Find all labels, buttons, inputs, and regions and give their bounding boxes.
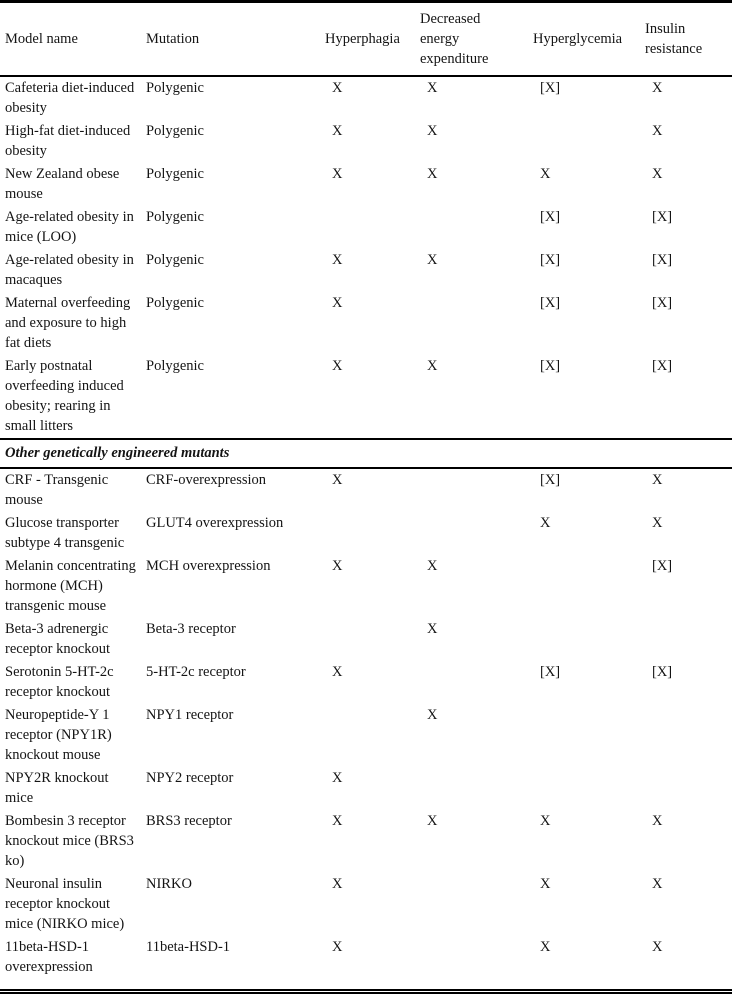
mark-cell-insulin-resistance: X <box>652 80 663 96</box>
mark-cell-hyperglycemia <box>528 555 640 618</box>
mutation-cell: CRF-overexpression <box>146 472 267 488</box>
mark-cell-insulin-resistance: [X] <box>652 209 673 225</box>
column-header-model-name: Model name <box>0 2 141 77</box>
section-header: Other genetically engineered mutants <box>0 439 732 468</box>
mark-cell-decreased-energy-expenditure <box>415 512 528 555</box>
mark-cell-decreased-energy-expenditure: X <box>427 166 438 182</box>
mark-cell-hyperglycemia: [X] <box>540 664 561 680</box>
table-row <box>0 468 732 512</box>
model-name-cell: Cafeteria diet-induced obesity <box>5 80 135 116</box>
mark-cell-hyperphagia <box>320 512 415 555</box>
section-header-row <box>0 439 732 468</box>
column-header-decreased-energy-expenditure: Decreased energy expenditure <box>415 2 528 77</box>
mark-cell-insulin-resistance: [X] <box>652 252 673 268</box>
mutation-cell: NIRKO <box>146 876 192 892</box>
mark-cell-hyperglycemia <box>528 618 640 661</box>
model-name-cell: Serotonin 5-HT-2c receptor knockout <box>5 664 114 700</box>
table-row <box>0 810 732 873</box>
column-header-hyperphagia: Hyperphagia <box>320 2 415 77</box>
mark-cell-hyperglycemia: X <box>540 939 551 955</box>
mark-cell-decreased-energy-expenditure: X <box>427 558 438 574</box>
model-name-cell: Neuronal insulin receptor knockout mice (NIRKO mice) <box>5 876 125 932</box>
table-row <box>0 292 732 355</box>
table-row <box>0 76 732 120</box>
mark-cell-decreased-energy-expenditure <box>415 468 528 512</box>
mark-cell-hyperglycemia: [X] <box>540 80 561 96</box>
mark-cell-hyperphagia: X <box>332 813 343 829</box>
model-name-cell: High-fat diet-induced obesity <box>5 123 131 159</box>
mutation-cell: Polygenic <box>146 295 204 311</box>
mark-cell-hyperglycemia: [X] <box>540 252 561 268</box>
mark-cell-decreased-energy-expenditure <box>415 661 528 704</box>
mutation-cell: BRS3 receptor <box>146 813 232 829</box>
column-header-hyperglycemia: Hyperglycemia <box>528 2 640 77</box>
mark-cell-hyperglycemia: X <box>540 515 551 531</box>
mark-cell-hyperphagia: X <box>332 252 343 268</box>
table-row <box>0 206 732 249</box>
table-header <box>0 2 732 77</box>
mark-cell-hyperphagia: X <box>332 939 343 955</box>
mark-cell-hyperphagia <box>320 206 415 249</box>
mutation-cell: 5-HT-2c receptor <box>146 664 246 680</box>
model-name-cell: Maternal overfeeding and exposure to high fat diets <box>5 295 131 351</box>
mark-cell-decreased-energy-expenditure: X <box>427 80 438 96</box>
model-name-cell: Early postnatal overfeeding induced obesity; rearing in small litters <box>5 358 124 434</box>
mark-cell-decreased-energy-expenditure: X <box>427 813 438 829</box>
mutation-cell: Polygenic <box>146 358 204 374</box>
mutation-cell: Polygenic <box>146 209 204 225</box>
model-name-cell: Age-related obesity in mice (LOO) <box>5 209 134 245</box>
model-name-cell: NPY2R knockout mice <box>5 770 109 806</box>
table-row <box>0 120 732 163</box>
mark-cell-hyperglycemia <box>528 704 640 767</box>
mark-cell-hyperphagia <box>320 618 415 661</box>
mark-cell-decreased-energy-expenditure: X <box>427 252 438 268</box>
model-name-cell: Bombesin 3 receptor knockout mice (BRS3 ko) <box>5 813 134 869</box>
mutation-cell: MCH overexpression <box>146 558 271 574</box>
mark-cell-hyperphagia: X <box>332 123 343 139</box>
mark-cell-insulin-resistance: [X] <box>652 358 673 374</box>
table-row <box>0 355 732 439</box>
mark-cell-hyperphagia: X <box>332 166 343 182</box>
mark-cell-insulin-resistance <box>640 618 732 661</box>
mark-cell-hyperphagia <box>320 704 415 767</box>
mark-cell-insulin-resistance: X <box>652 123 663 139</box>
table-body <box>0 76 732 992</box>
table-row <box>0 704 732 767</box>
mutation-cell: Polygenic <box>146 80 204 96</box>
mutation-cell: Polygenic <box>146 166 204 182</box>
mark-cell-hyperglycemia: X <box>540 876 551 892</box>
model-name-cell: 11beta-HSD-1 overexpression <box>5 939 93 975</box>
table-row <box>0 163 732 206</box>
mark-cell-hyperphagia: X <box>332 358 343 374</box>
mark-cell-decreased-energy-expenditure <box>415 292 528 355</box>
mark-cell-hyperphagia: X <box>332 770 343 786</box>
model-name-cell: New Zealand obese mouse <box>5 166 120 202</box>
mark-cell-hyperglycemia: [X] <box>540 472 561 488</box>
model-name-cell: Neuropeptide-Y 1 receptor (NPY1R) knockout mouse <box>5 707 112 763</box>
mark-cell-insulin-resistance <box>640 767 732 810</box>
mark-cell-insulin-resistance <box>640 704 732 767</box>
model-name-cell: Glucose transporter subtype 4 transgenic <box>5 515 125 551</box>
mark-cell-insulin-resistance: X <box>652 166 663 182</box>
mark-cell-hyperphagia: X <box>332 295 343 311</box>
mark-cell-hyperphagia: X <box>332 876 343 892</box>
mark-cell-hyperphagia: X <box>332 80 343 96</box>
mark-cell-hyperglycemia: [X] <box>540 209 561 225</box>
mark-cell-insulin-resistance: X <box>652 472 663 488</box>
table-row <box>0 618 732 661</box>
mark-cell-decreased-energy-expenditure: X <box>427 123 438 139</box>
mark-cell-decreased-energy-expenditure <box>415 206 528 249</box>
mark-cell-insulin-resistance: X <box>652 939 663 955</box>
mutation-cell: Polygenic <box>146 252 204 268</box>
table-row <box>0 661 732 704</box>
mark-cell-insulin-resistance: [X] <box>652 558 673 574</box>
column-header-mutation: Mutation <box>141 2 320 77</box>
table-row <box>0 767 732 810</box>
table-row <box>0 249 732 292</box>
mark-cell-hyperphagia: X <box>332 472 343 488</box>
header-row <box>0 2 732 77</box>
mutation-cell: GLUT4 overexpression <box>146 515 284 531</box>
mutation-cell: NPY2 receptor <box>146 770 234 786</box>
mark-cell-hyperglycemia: X <box>540 166 551 182</box>
model-name-cell: Beta-3 adrenergic receptor knockout <box>5 621 111 657</box>
mark-cell-hyperglycemia: X <box>540 813 551 829</box>
table-row <box>0 555 732 618</box>
mutation-cell: Beta-3 receptor <box>146 621 236 637</box>
mark-cell-hyperglycemia: [X] <box>540 358 561 374</box>
mark-cell-insulin-resistance: X <box>652 876 663 892</box>
model-name-cell: CRF - Transgenic mouse <box>5 472 109 508</box>
mark-cell-decreased-energy-expenditure <box>415 936 528 992</box>
mark-cell-insulin-resistance: X <box>652 813 663 829</box>
mark-cell-hyperphagia: X <box>332 664 343 680</box>
mark-cell-hyperglycemia <box>528 120 640 163</box>
mark-cell-decreased-energy-expenditure <box>415 873 528 936</box>
model-name-cell: Melanin concentrating hormone (MCH) transgenic mouse <box>5 558 136 614</box>
mark-cell-insulin-resistance: [X] <box>652 664 673 680</box>
table-row <box>0 512 732 555</box>
mutation-cell: NPY1 receptor <box>146 707 234 723</box>
mark-cell-insulin-resistance: X <box>652 515 663 531</box>
mark-cell-decreased-energy-expenditure <box>415 767 528 810</box>
mark-cell-hyperphagia: X <box>332 558 343 574</box>
mark-cell-hyperglycemia: [X] <box>540 295 561 311</box>
mark-cell-insulin-resistance: [X] <box>652 295 673 311</box>
mark-cell-decreased-energy-expenditure: X <box>427 707 438 723</box>
mark-cell-decreased-energy-expenditure: X <box>427 621 438 637</box>
mutation-cell: Polygenic <box>146 123 204 139</box>
mark-cell-hyperglycemia <box>528 767 640 810</box>
mark-cell-decreased-energy-expenditure: X <box>427 358 438 374</box>
column-header-insulin-resistance: Insulin resistance <box>640 2 732 77</box>
table-row <box>0 936 732 992</box>
table-row <box>0 873 732 936</box>
model-name-cell: Age-related obesity in macaques <box>5 252 134 288</box>
mutation-cell: 11beta-HSD-1 <box>146 939 231 955</box>
